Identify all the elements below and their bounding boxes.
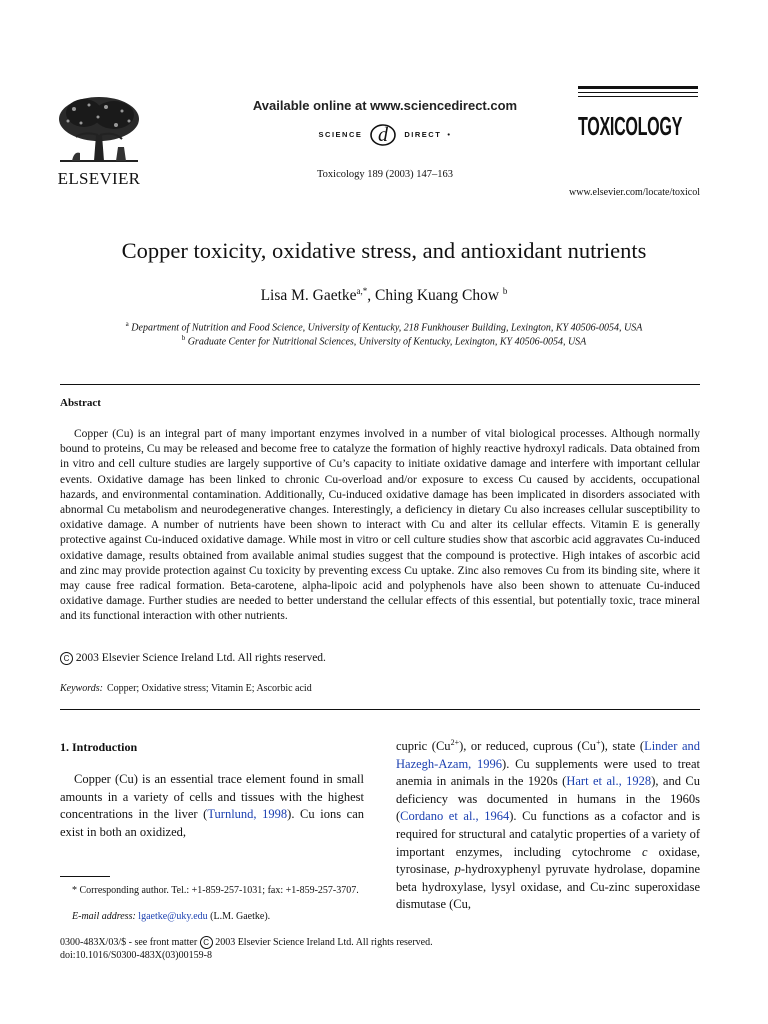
copyright-text: 2003 Elsevier Science Ireland Ltd. All rights reserved. xyxy=(75,652,326,664)
intro-text: ), and Cu deficiency was documented in humans in the 1960s ( xyxy=(396,774,700,824)
intro-text: ). Cu ions can exist in both an oxidized, xyxy=(60,807,365,839)
elsevier-logo xyxy=(54,95,144,187)
author-list xyxy=(40,286,728,305)
journal-reference: Toxicology 189 (2003) 147–163 xyxy=(316,169,454,180)
footnote-rule xyxy=(60,876,110,877)
corresponding-author-note: * Corresponding author. Tel.: +1-859-257-1031; fax: +1-859-257-3707. xyxy=(72,885,359,896)
sd-mark-letter: d xyxy=(378,124,389,146)
publisher-name: ELSEVIER xyxy=(57,169,141,188)
journal-rule xyxy=(578,96,698,97)
paper-title: Copper toxicity, oxidative stress, and antioxidant nutrients xyxy=(121,238,647,263)
superscript: + xyxy=(596,737,601,747)
author-name: Lisa M. Gaetke xyxy=(260,287,357,305)
sciencedirect-banner xyxy=(230,98,540,147)
journal-rule xyxy=(578,86,698,89)
copyright-icon: C xyxy=(200,936,213,949)
sciencedirect-mark-icon xyxy=(368,121,398,147)
affiliation xyxy=(40,334,728,347)
affiliation-text: Department of Nutrition and Food Science, University of Kentucky, 218 Funkhouser Building, Lexington, KY 40506-0054, USA xyxy=(131,322,643,334)
email-label: E-mail address: xyxy=(72,911,136,922)
abstract-copyright xyxy=(60,652,326,665)
intro-right-column xyxy=(396,738,700,914)
italic-text: c xyxy=(642,844,648,859)
author-separator: , xyxy=(367,287,376,305)
citation-link[interactable]: Linder and Hazegh-Azam, 1996 xyxy=(396,739,701,771)
elsevier-tree-icon xyxy=(54,95,144,167)
email-note xyxy=(72,911,270,922)
divider xyxy=(60,709,700,710)
journal-name: TOXICOLOGY xyxy=(578,111,683,141)
sd-dot: • xyxy=(447,129,452,139)
author-affil-mark: b xyxy=(502,286,508,296)
citation-link[interactable]: Hart et al., 1928 xyxy=(566,774,652,789)
issn-rest: 2003 Elsevier Science Ireland Ltd. All rights reserved. xyxy=(215,937,433,948)
author-affil-mark[interactable]: a,* xyxy=(356,286,368,296)
intro-text: cupric (Cu xyxy=(396,739,451,753)
journal-rule xyxy=(578,92,698,93)
affiliation-text: Graduate Center for Nutritional Sciences, University of Kentucky, Lexington, KY 40506-0054, USA xyxy=(187,336,587,348)
issn-line xyxy=(60,936,433,949)
intro-text: -hydroxyphenyl pyruvate hydrolase, dopamine beta hydroxylase, lysyl oxidase, and Cu-zinc superoxidase dismutase (Cu, xyxy=(396,862,701,912)
journal-logo xyxy=(578,86,698,141)
sciencedirect-brand xyxy=(230,121,540,147)
available-online-text[interactable]: Available online at www.sciencedirect.com xyxy=(252,98,518,113)
affiliation xyxy=(40,320,728,333)
keywords xyxy=(60,683,312,694)
keywords-text: Copper; Oxidative stress; Vitamin E; Ascorbic acid xyxy=(106,683,312,694)
divider xyxy=(60,384,700,385)
issn-text: 0300-483X/03/$ - see front matter xyxy=(60,937,198,948)
intro-text: Copper (Cu) is an essential trace element found in small amounts in a variety of cells and tissues with the highest concentrations in the liver ( xyxy=(60,772,364,822)
abstract-body: Copper (Cu) is an integral part of many important enzymes involved in a number of vital biological processes. Although normally bound to proteins, Cu may be released and become free to catalyze the formation of highly reactive hydroxyl radicals. Data obtained from in vitro and cell culture studies are largely supportive of Cu’s capacity to initiate oxidative damage and interfere with important cellular events. Oxidative damage has been linked to chronic Cu-overload and/or exposure to excess Cu caused by accidents, occupational hazards, and environmental contamination. Additionally, Cu-induced oxidative damage has been implicated in disorders associated with abnormal Cu metabolism and neurodegenerative changes. Interestingly, a deficiency in dietary Cu also increases cellular susceptibility to oxidative damage. A number of nutrients have been shown to interact with Cu and alter its cellular effects. Vitamin E is generally protective against Cu-induced oxidative damage. While most in vitro or cell culture studies show that ascorbic acid aggravates Cu-induced oxidative damage, results obtained from available animal studies suggest that the compound is protective. High intakes of ascorbic acid and zinc may provide protection against Cu toxicity by preventing excess Cu uptake. Zinc also removes Cu from its binding site, where it may cause free radical formation. Beta-carotene, alpha-lipoic acid and polyphenols have also been shown to attenuate Cu-induced oxidative damage. Further studies are needed to better understand the cellular effects of this essential, but potentially toxic, trace mineral and its functional interaction with other nutrients. xyxy=(60,428,700,623)
intro-text: ). Cu supplements were used to treat anemia in animals in the 1920s ( xyxy=(396,756,700,789)
abstract-heading: Abstract xyxy=(60,397,101,409)
superscript: 2+ xyxy=(450,737,460,747)
intro-text: ), or reduced, cuprous (Cu xyxy=(459,739,597,753)
intro-text: oxidase, tyrosinase, xyxy=(396,844,700,877)
affiliation-mark: b xyxy=(181,334,186,342)
email-owner: (L.M. Gaetke). xyxy=(210,911,271,922)
section-heading: 1. Introduction xyxy=(60,740,138,754)
copyright-icon: C xyxy=(60,652,73,665)
keywords-label: Keywords: xyxy=(60,683,103,694)
author-name: Ching Kuang Chow xyxy=(375,287,500,305)
affiliation-mark: a xyxy=(125,320,129,328)
intro-text: ), state ( xyxy=(600,739,645,753)
italic-text: p xyxy=(454,862,461,877)
doi-line[interactable]: doi:10.1016/S0300-483X(03)00159-8 xyxy=(60,950,212,961)
email-link[interactable]: lgaetke@uky.edu xyxy=(138,911,208,922)
sd-right-word: DIRECT xyxy=(404,129,442,139)
intro-left-column xyxy=(60,771,364,841)
sd-left-word: SCIENCE xyxy=(318,129,363,139)
intro-text: ). Cu functions as a cofactor and is required for structural and catalytic properties of a variety of important enzymes, including cytochrome xyxy=(396,809,701,859)
citation-link[interactable]: Cordano et al., 1964 xyxy=(400,809,510,824)
citation-link[interactable]: Turnlund, 1998 xyxy=(207,807,288,822)
journal-url[interactable]: www.elsevier.com/locate/toxicol xyxy=(569,187,700,198)
